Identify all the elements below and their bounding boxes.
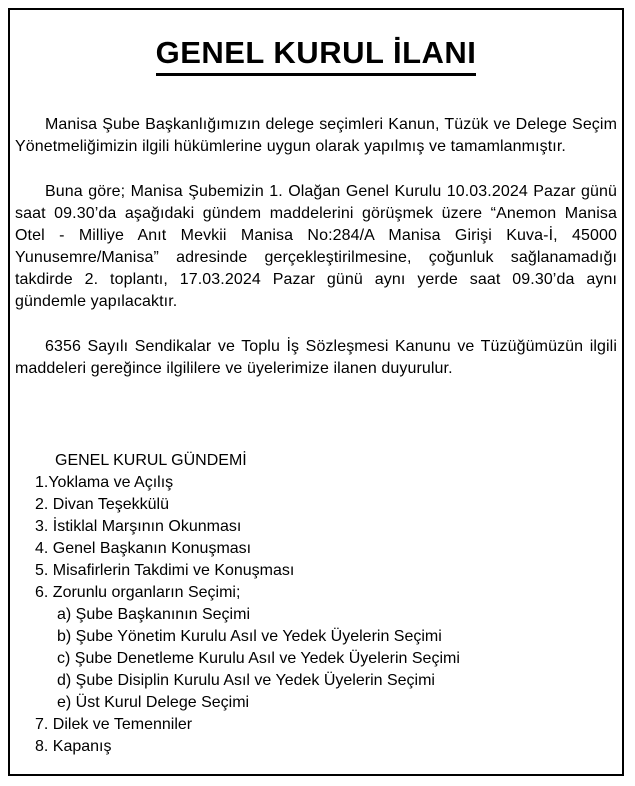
agenda-section — [15, 450, 617, 758]
agenda-item-2: 2. Divan Teşekkülü — [35, 496, 169, 514]
agenda-subitem-e: e) Üst Kurul Delege Seçimi — [57, 694, 250, 712]
agenda-subitem-c: c) Şube Denetleme Kurulu Asıl ve Yedek Üyelerin Seçimi — [57, 650, 460, 668]
agenda-item-3: 3. İstiklal Marşının Okunması — [35, 518, 242, 536]
agenda-item-8: 8. Kapanış — [35, 738, 112, 756]
agenda-subitem-a: a) Şube Başkanının Seçimi — [57, 606, 250, 624]
document-body — [10, 36, 622, 758]
paragraph-compliance-statement: Manisa Şube Başkanlığımızın delege seçimleri Kanun, Tüzük ve Delege Seçim Yönetmeliğimizin ilgili hükümlerine uygun olarak yapılmış ve tamamlanmıştır. — [15, 116, 617, 156]
agenda-subitem-b: b) Şube Yönetim Kurulu Asıl ve Yedek Üyelerin Seçimi — [57, 628, 442, 646]
agenda-item-5: 5. Misafirlerin Takdimi ve Konuşması — [35, 562, 295, 580]
agenda-heading: GENEL KURUL GÜNDEMİ — [55, 452, 247, 470]
agenda-item-1: 1.Yoklama ve Açılış — [35, 474, 174, 492]
agenda-item-6: 6. Zorunlu organların Seçimi; — [35, 584, 241, 602]
document-title-text: GENEL KURUL İLANI — [156, 36, 477, 76]
agenda-item-7: 7. Dilek ve Temenniler — [35, 716, 193, 734]
agenda-item-4: 4. Genel Başkanın Konuşması — [35, 540, 252, 558]
document-border-frame — [8, 8, 624, 776]
paragraph-meeting-details: Buna göre; Manisa Şubemizin 1. Olağan Genel Kurulu 10.03.2024 Pazar günü saat 09.30’da aşağıdaki gündem maddelerini görüşmek üzere “Anemon Manisa Otel - Milliye Anıt Mevkii Manisa No:284/A Manisa Girişi Kuva-İ, 45000 Yunusemre/Manisa” adresinde gerçekleştirilmesine, çoğunluk sağlanamadığı takdirde 2. toplantı, 17.03.2024 Pazar günü aynı yerde saat 09.30’da aynı gündemle yapılacaktır. — [15, 183, 617, 311]
document-title — [15, 36, 617, 76]
agenda-subitem-d: d) Şube Disiplin Kurulu Asıl ve Yedek Üyelerin Seçimi — [57, 672, 435, 690]
paragraph-legal-notice: 6356 Sayılı Sendikalar ve Toplu İş Sözleşmesi Kanunu ve Tüzüğümüzün ilgili maddeleri gereğince ilgililere ve üyelerimize ilanen duyurulur. — [15, 338, 617, 378]
